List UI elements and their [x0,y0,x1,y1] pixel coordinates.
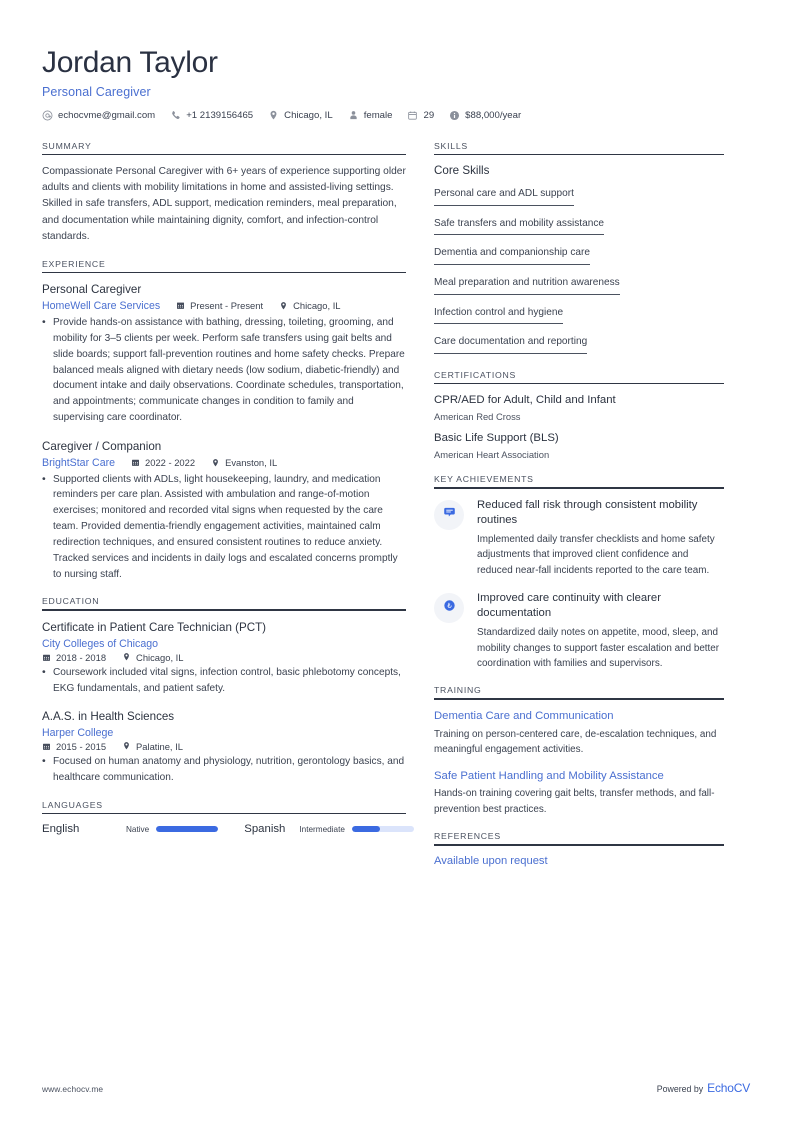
certification-org: American Red Cross [434,411,521,423]
skill-label: Personal care and ADL support [434,188,574,206]
page-footer [42,1079,750,1097]
skill-label: Dementia and companionship care [434,247,590,265]
language-level: Intermediate [299,824,345,834]
section-experience [42,259,406,583]
education-school[interactable]: City Colleges of Chicago [42,637,158,650]
language-proficiency-bar [156,826,218,832]
education-bullets [42,754,406,786]
info-circle-icon [449,110,460,121]
section-summary [42,141,406,245]
contact-location-value: Chicago, IL [284,109,333,121]
skills-group-title: Core Skills [434,164,490,178]
language-item [244,823,414,835]
education-degree: Certificate in Patient Care Technician (PCT) [42,621,267,635]
section-education [42,596,406,785]
skill-label: Meal preparation and nutrition awareness [434,277,620,295]
map-pin-icon [122,741,131,751]
experience-org[interactable]: BrightStar Care [42,456,116,469]
certification-name: CPR/AED for Adult, Child and Infant [434,394,616,407]
list-item: • Coursework included vital signs, infection control, basic phlebotomy concepts, EKG fundamentals, and patient safety. [42,665,406,697]
certification-org: American Heart Association [434,449,550,461]
achievement-badge [434,500,464,530]
section-title-skills: SKILLS [434,140,468,151]
map-pin-icon [122,652,131,662]
experience-bullets [42,315,406,426]
education-location [122,741,183,752]
language-level: Native [126,824,150,834]
skill-item [434,302,724,325]
education-location-value: Chicago, IL [136,651,184,663]
section-divider [42,609,406,611]
skill-item [434,213,724,236]
education-location-value: Palatine, IL [136,740,183,752]
education-bullets [42,665,406,697]
svg-text:₺: ₺ [446,603,452,611]
section-skills [434,141,724,354]
education-school[interactable]: Harper College [42,726,114,739]
footer-powered-by: Powered by [656,1084,704,1094]
list-item: • Provide hands-on assistance with bathing, dressing, toileting, grooming, and mobility for 3–5 clients per week. Perform safe transfers using gait belts and slide boards; support fall-prevention routines and home safety checks. Prepare balanced meals aligned with dietary needs (low sodium, diabetic-friendly) and document intake and daily observations. Coordinate schedules, transportation, and appointments; communicate changes in condition to family and supervising care coordinator. [42,315,406,426]
achievement-item [434,591,724,671]
section-divider [42,272,406,274]
map-pin-icon [279,301,288,311]
section-divider [434,154,724,156]
skill-label: Care documentation and reporting [434,336,587,354]
calendar-icon [131,458,140,468]
section-divider [434,383,724,385]
education-dates-value: 2015 - 2015 [56,740,107,752]
achievement-item [434,498,724,578]
training-title[interactable]: Safe Patient Handling and Mobility Assistance [434,769,664,782]
education-dates [42,652,106,663]
at-circle-icon [42,110,53,121]
references-text[interactable]: Available upon request [434,854,548,867]
section-references [434,831,724,867]
section-title-references: REFERENCES [434,831,501,842]
section-title-languages: LANGUAGES [42,799,103,810]
education-meta [42,741,406,752]
lira-circle-icon [443,599,456,617]
experience-dates-value: Present - Present [190,300,264,312]
languages-row [42,823,406,835]
section-title-certifications: CERTIFICATIONS [434,369,517,380]
training-title[interactable]: Dementia Care and Communication [434,710,614,723]
contact-phone-value: +1 2139156465 [186,109,254,121]
section-title-experience: EXPERIENCE [42,258,106,269]
skill-label: Infection control and hygiene [434,307,563,325]
resume-columns [42,141,750,881]
skill-item [434,331,724,354]
education-location [122,652,183,663]
language-proficiency-bar [352,826,414,832]
experience-org[interactable]: HomeWell Care Services [42,299,161,312]
contact-gender-value: female [363,109,393,121]
section-certifications [434,370,724,460]
language-item [42,823,218,835]
achievement-title: Improved care continuity with clearer documentation [477,592,661,620]
experience-dates [176,300,263,311]
contact-salary-value: $88,000/year [465,109,522,121]
experience-role: Personal Caregiver [42,283,142,297]
experience-entry [42,439,406,583]
section-divider [434,844,724,846]
section-divider [434,487,724,489]
map-pin-icon [268,110,279,121]
contact-phone [170,110,253,121]
map-pin-icon [211,458,220,468]
footer-brand: EchoCV [707,1081,750,1095]
left-column [42,141,434,881]
section-divider [42,154,406,156]
experience-location [211,457,277,468]
footer-url[interactable]: www.echocv.me [42,1084,104,1094]
achievement-body [477,591,724,671]
certification-item [434,393,724,422]
skill-item [434,183,724,206]
experience-dates-value: 2022 - 2022 [145,457,196,469]
experience-meta [42,457,406,469]
list-item: • Focused on human anatomy and physiology, nutrition, gerontology basics, and healthcare communication. [42,754,406,786]
certification-item [434,431,724,460]
contact-row [42,110,750,121]
experience-dates [131,457,195,468]
section-divider [434,698,724,700]
skill-item [434,272,724,295]
section-divider [42,813,406,815]
phone-icon [170,110,181,121]
contact-salary [449,110,521,121]
section-title-key-achievements: KEY ACHIEVEMENTS [434,474,534,485]
education-entry [42,709,406,785]
achievement-description: Standardized daily notes on appetite, mood, sleep, and mobility changes to support faster escalation and better coordination with families and supervisors. [477,627,720,670]
job-title: Personal Caregiver [42,84,151,99]
achievement-title: Reduced fall risk through consistent mobility routines [477,498,698,526]
skill-item [434,242,724,265]
chat-bubble-icon [443,506,456,524]
experience-bullets [42,472,406,583]
training-description: Training on person-centered care, de-escalation techniques, and meaningful engagement activities. [434,728,717,756]
calendar-icon [42,652,51,662]
education-entry [42,620,406,696]
section-title-summary: SUMMARY [42,140,92,151]
calendar-icon [42,741,51,751]
achievement-badge [434,593,464,623]
calendar-icon [407,110,418,121]
experience-role: Caregiver / Companion [42,439,162,453]
language-name: Spanish [244,823,286,836]
contact-gender [348,110,393,121]
experience-location-value: Evanston, IL [225,457,278,469]
list-item: • Supported clients with ADLs, light housekeeping, laundry, and medication reminders per care plan. Assisted with ambulation and range-of-motion exercises; monitored and recorded vital signs when requested by the care team. Provided dementia-friendly engagement activities, maintained calm redirection techniques, and ensured consistent routines to reduce anxiety. Tracked services and incidents in daily logs and escalated concerns promptly to nursing staff. [42,472,406,583]
page-title: Jordan Taylor [42,46,218,79]
section-training [434,685,724,817]
experience-location [279,300,340,311]
education-dates [42,741,106,752]
resume-header [42,46,750,121]
training-item [434,709,724,758]
section-key-achievements [434,474,724,671]
footer-branding [657,1079,750,1097]
contact-email-value: echocvme@gmail.com [58,109,156,121]
achievement-description: Implemented daily transfer checklists and home safety adjustments that improved client confidence and reduced near-fall incidents reported to the care team. [477,533,715,576]
summary-text: Compassionate Personal Caregiver with 6+ years of experience supporting older adults and clients with mobility limitations in home and assisted-living settings. Skilled in safe transfers, ADL support, medication reminders, meal preparation, and documentation while maintaining dignity, comfort, and infection-control standards. [42,166,406,242]
education-degree: A.A.S. in Health Sciences [42,710,175,724]
training-description: Hands-on training covering gait belts, transfer methods, and fall-prevention best practices. [434,788,715,815]
contact-email [42,110,155,121]
calendar-icon [176,301,185,311]
section-languages [42,800,406,836]
right-column [434,141,724,881]
language-name: English [42,823,80,836]
contact-age [407,110,434,121]
education-meta [42,652,406,663]
section-title-education: EDUCATION [42,596,100,607]
person-icon [348,110,359,121]
training-item [434,769,724,818]
contact-age-value: 29 [423,109,435,121]
experience-location-value: Chicago, IL [293,300,341,312]
experience-meta [42,300,406,312]
section-title-training: TRAINING [434,685,482,696]
experience-entry [42,282,406,426]
achievement-body [477,498,724,578]
skill-label: Safe transfers and mobility assistance [434,218,604,236]
contact-location [268,110,333,121]
certification-name: Basic Life Support (BLS) [434,432,559,445]
education-dates-value: 2018 - 2018 [56,651,107,663]
